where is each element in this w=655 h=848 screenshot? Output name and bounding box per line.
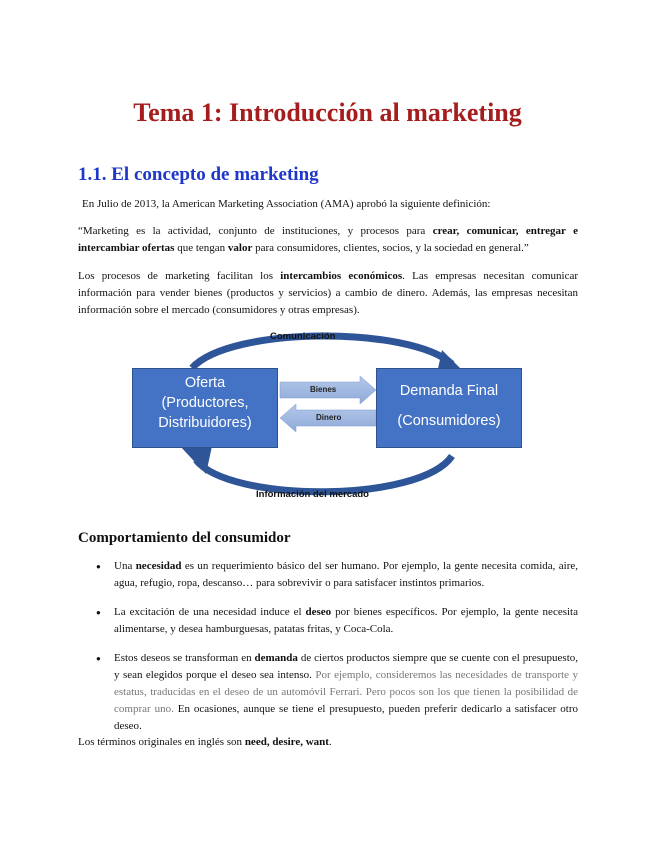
- supply-box: [132, 368, 278, 448]
- exchange-text-1: Los procesos de marketing facilitan los: [78, 270, 281, 282]
- need-bold: necesidad: [135, 560, 182, 572]
- marketing-exchange-diagram: [120, 328, 528, 504]
- consumer-behavior-heading: Comportamiento del consumidor: [78, 530, 291, 546]
- need-text-2: es un requerimiento básico del ser humano. Por ejemplo, la gente necesita comida, aire, agua, refugio, ropa, descanso… para sobrevivir o para satisfacer instintos primarios.: [114, 560, 578, 589]
- page-title: Tema 1: Introducción al marketing: [133, 98, 522, 127]
- exchange-text-2: . Las empresas necesitan comunicar información para vender bienes (productos y servicios) a cambio de dinero. Además, las empresas necesitan información sobre el mercado (consumidores y otras empresas).: [78, 270, 578, 316]
- demand-box-title: Demanda Final: [399, 383, 499, 399]
- section-heading-concepto: 1.1. El concepto de marketing: [78, 164, 319, 185]
- demand-box: [376, 368, 522, 448]
- quote-text-2: que tengan: [174, 242, 228, 254]
- closing-text-2: .: [328, 736, 332, 748]
- supply-box-title: Oferta: [184, 375, 226, 391]
- supply-box-line2: (Productores,: [161, 395, 249, 411]
- supply-box-line3: Distribuidores): [158, 415, 252, 431]
- ama-definition-quote: [78, 223, 578, 257]
- quote-text-3: para consumidores, clientes, socios, y la sociedad en general.”: [252, 242, 529, 254]
- consumer-behavior-list: [78, 558, 578, 747]
- quote-bold-1: crear, comunicar, entregar e intercambiar ofertas: [78, 225, 578, 254]
- desire-bold: deseo: [305, 606, 332, 618]
- goods-label: Bienes: [310, 385, 337, 394]
- need-text-1: Una: [114, 560, 136, 572]
- quote-text-1: “Marketing es la actividad, conjunto de instituciones, y procesos para: [78, 225, 433, 237]
- list-item-demand: [78, 650, 578, 735]
- exchange-bold: intercambios económicos: [280, 270, 403, 282]
- desire-text-2: por bienes específicos. Por ejemplo, la gente necesita alimentarse, y desea hamburguesas, patatas fritas, y Coca-Cola.: [114, 606, 578, 635]
- demand-example-text: Por ejemplo, consideremos las necesidades de transporte y estatus, traducidas en el deseo de un automóvil Ferrari. Pero pocos son los que tienen la posibilidad de comprar uno.: [114, 669, 578, 715]
- closing-bold: need, desire, want: [244, 736, 329, 748]
- demand-text-3: En ocasiones, aunque se tiene el presupuesto, pueden preferir dedicarlo a satisfacer otro deseo.: [114, 703, 578, 732]
- quote-bold-2: valor: [227, 242, 253, 254]
- list-item-desire: [78, 604, 578, 638]
- market-information-label: Información del mercado: [256, 489, 369, 500]
- money-label: Dinero: [316, 413, 342, 422]
- list-item-need: [78, 558, 578, 592]
- intro-text: En Julio de 2013, la American Marketing Association (AMA) aprobó la siguiente definición:: [82, 198, 491, 210]
- demand-text-1: Estos deseos se transforman en: [114, 652, 255, 664]
- desire-text-1: La excitación de una necesidad induce el: [114, 606, 306, 618]
- demand-text-2: de ciertos productos siempre que se cuente con el presupuesto, y sean elegidos porque el deseo sea intenso.: [114, 652, 578, 681]
- communication-label: Comunicación: [270, 331, 336, 342]
- demand-box-line2: (Consumidores): [397, 413, 501, 429]
- closing-paragraph: [78, 734, 578, 751]
- intro-paragraph: [82, 196, 582, 213]
- exchange-paragraph: [78, 268, 578, 319]
- closing-text-1: Los términos originales en inglés son: [78, 736, 245, 748]
- demand-bold: demanda: [254, 652, 298, 664]
- market-info-arc: [196, 456, 452, 492]
